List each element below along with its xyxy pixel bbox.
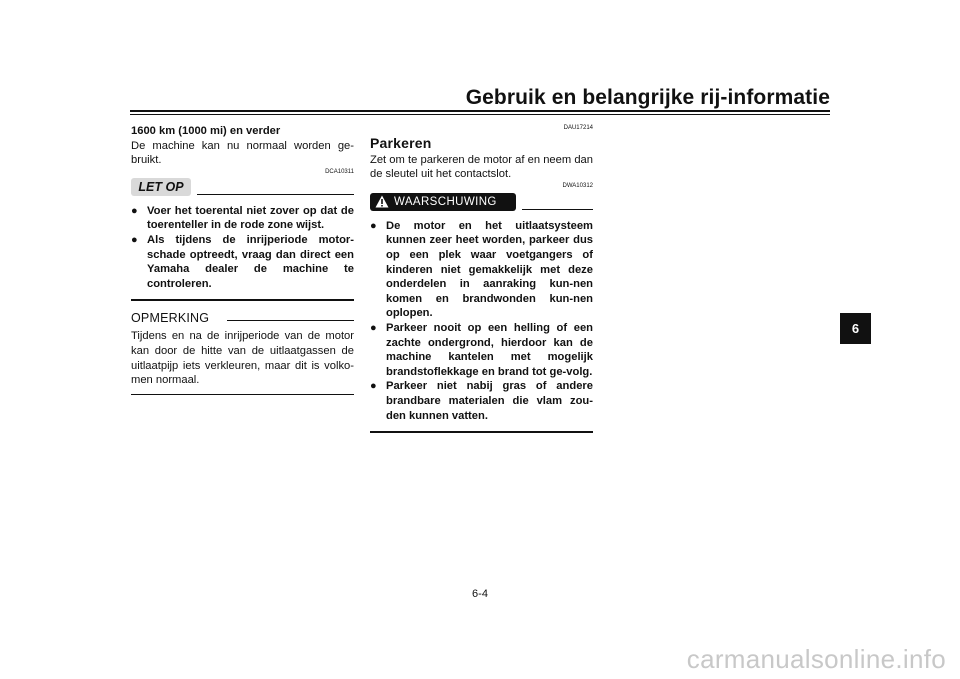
section-code: DAU17214 xyxy=(563,125,593,131)
intro-paragraph: De machine kan nu normaal worden ge-bruikt. xyxy=(131,139,354,167)
header-rule-thin xyxy=(130,114,830,115)
caution-header xyxy=(131,178,354,200)
warning-item-text: Parkeer niet nabij gras of andere brandbare materialen die vlam zou-den kunnen vatten. xyxy=(386,380,593,422)
header-rule xyxy=(130,110,830,112)
bullet-dot-icon: ● xyxy=(131,233,138,246)
parking-intro: Zet om te parkeren de motor af en neem dan de sleutel uit het contactslot. xyxy=(370,153,593,181)
note-header xyxy=(131,311,354,329)
page-header-title: Gebruik en belangrijke rij-informatie xyxy=(465,86,830,109)
section-heading-1600km: 1600 km (1000 mi) en verder xyxy=(131,125,281,137)
caution-end-rule xyxy=(131,299,354,301)
bullet-dot-icon: ● xyxy=(131,204,138,217)
caution-item xyxy=(131,204,354,233)
bullet-dot-icon: ● xyxy=(370,380,377,393)
page-number: 6-4 xyxy=(472,588,488,600)
warning-label-box xyxy=(370,193,516,211)
left-column xyxy=(131,124,354,395)
warning-header xyxy=(370,193,593,215)
caution-item xyxy=(131,233,354,291)
caution-code: DCA10311 xyxy=(325,168,354,175)
warning-list xyxy=(370,219,593,423)
warning-rule xyxy=(522,209,593,210)
caution-label: LET OP xyxy=(131,178,191,196)
warning-label: WAARSCHUWING xyxy=(394,195,497,208)
warning-item xyxy=(370,379,593,423)
note-label: OPMERKING xyxy=(131,311,210,326)
warning-triangle-icon xyxy=(375,195,389,208)
right-column xyxy=(370,124,593,433)
caution-list xyxy=(131,204,354,292)
warning-item-text: De motor en het uitlaatsysteem kunnen zeer heet worden, parkeer dus op een plek waar voetgangers of kinderen niet gemakkelijk met deze onderdelen in aanraking kun-nen komen en brandwonden kun-nen oplopen. xyxy=(386,219,593,320)
caution-item-text: Voer het toerental niet zover op dat de toerenteller in de rode zone wijst. xyxy=(147,204,354,232)
warning-code: DWA10312 xyxy=(562,182,593,189)
watermark: carmanualsonline.info xyxy=(686,644,946,674)
warning-item-text: Parkeer nooit op een helling of een zachte ondergrond, hierdoor kan de machine kantelen met mogelijk brandstoflekkage en brand tot ge-volg. xyxy=(386,321,593,378)
note-rule xyxy=(227,320,354,321)
note-text: Tijdens en na de inrijperiode van de motor kan door de hitte van de uitlaatgassen de uitlaatpijp iets verkleuren, maar dit is volko-men normaal. xyxy=(131,330,354,387)
caution-rule xyxy=(197,194,354,195)
bullet-dot-icon: ● xyxy=(370,321,377,334)
warning-item xyxy=(370,321,593,379)
warning-end-rule xyxy=(370,431,593,433)
note-end-rule xyxy=(131,394,354,395)
bullet-dot-icon: ● xyxy=(370,219,377,232)
caution-item-text: Als tijdens de inrijperiode motor-schade optreedt, vraag dan direct een Yamaha dealer de machine te controleren. xyxy=(147,233,354,290)
chapter-tab[interactable]: 6 xyxy=(840,313,871,344)
warning-item xyxy=(370,219,593,321)
section-title-parkeren: Parkeren xyxy=(370,135,432,151)
